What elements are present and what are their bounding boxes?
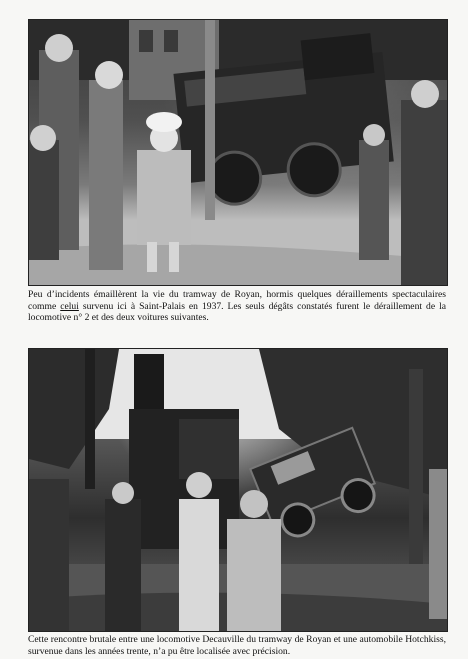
photo-train-car-collision — [28, 348, 448, 632]
caption-underlined-word: celui — [60, 300, 79, 312]
caption-text: Peu d’incidents émaillèrent la vie du tramway de Royan, hormis quelques déraillements spectaculaires comme — [28, 289, 446, 312]
caption-text-continued: survenu ici à Saint-Palais en 1937. Les seuls dégâts constatés furent le déraillement de la locomotive n° 2 et des deux voitures suivantes. — [28, 300, 446, 324]
photo-derailed-locomotive-image — [29, 20, 447, 285]
photo-caption-2: Cette rencontre brutale entre une locomotive Decauville du tramway de Royan et une automobile Hotchkiss, survenue dans les années trente, n’a pu être localisée avec précision. — [28, 634, 446, 657]
photo-derailed-locomotive — [28, 19, 448, 286]
photo-train-car-collision-image — [29, 349, 447, 631]
photo-caption — [28, 289, 446, 324]
